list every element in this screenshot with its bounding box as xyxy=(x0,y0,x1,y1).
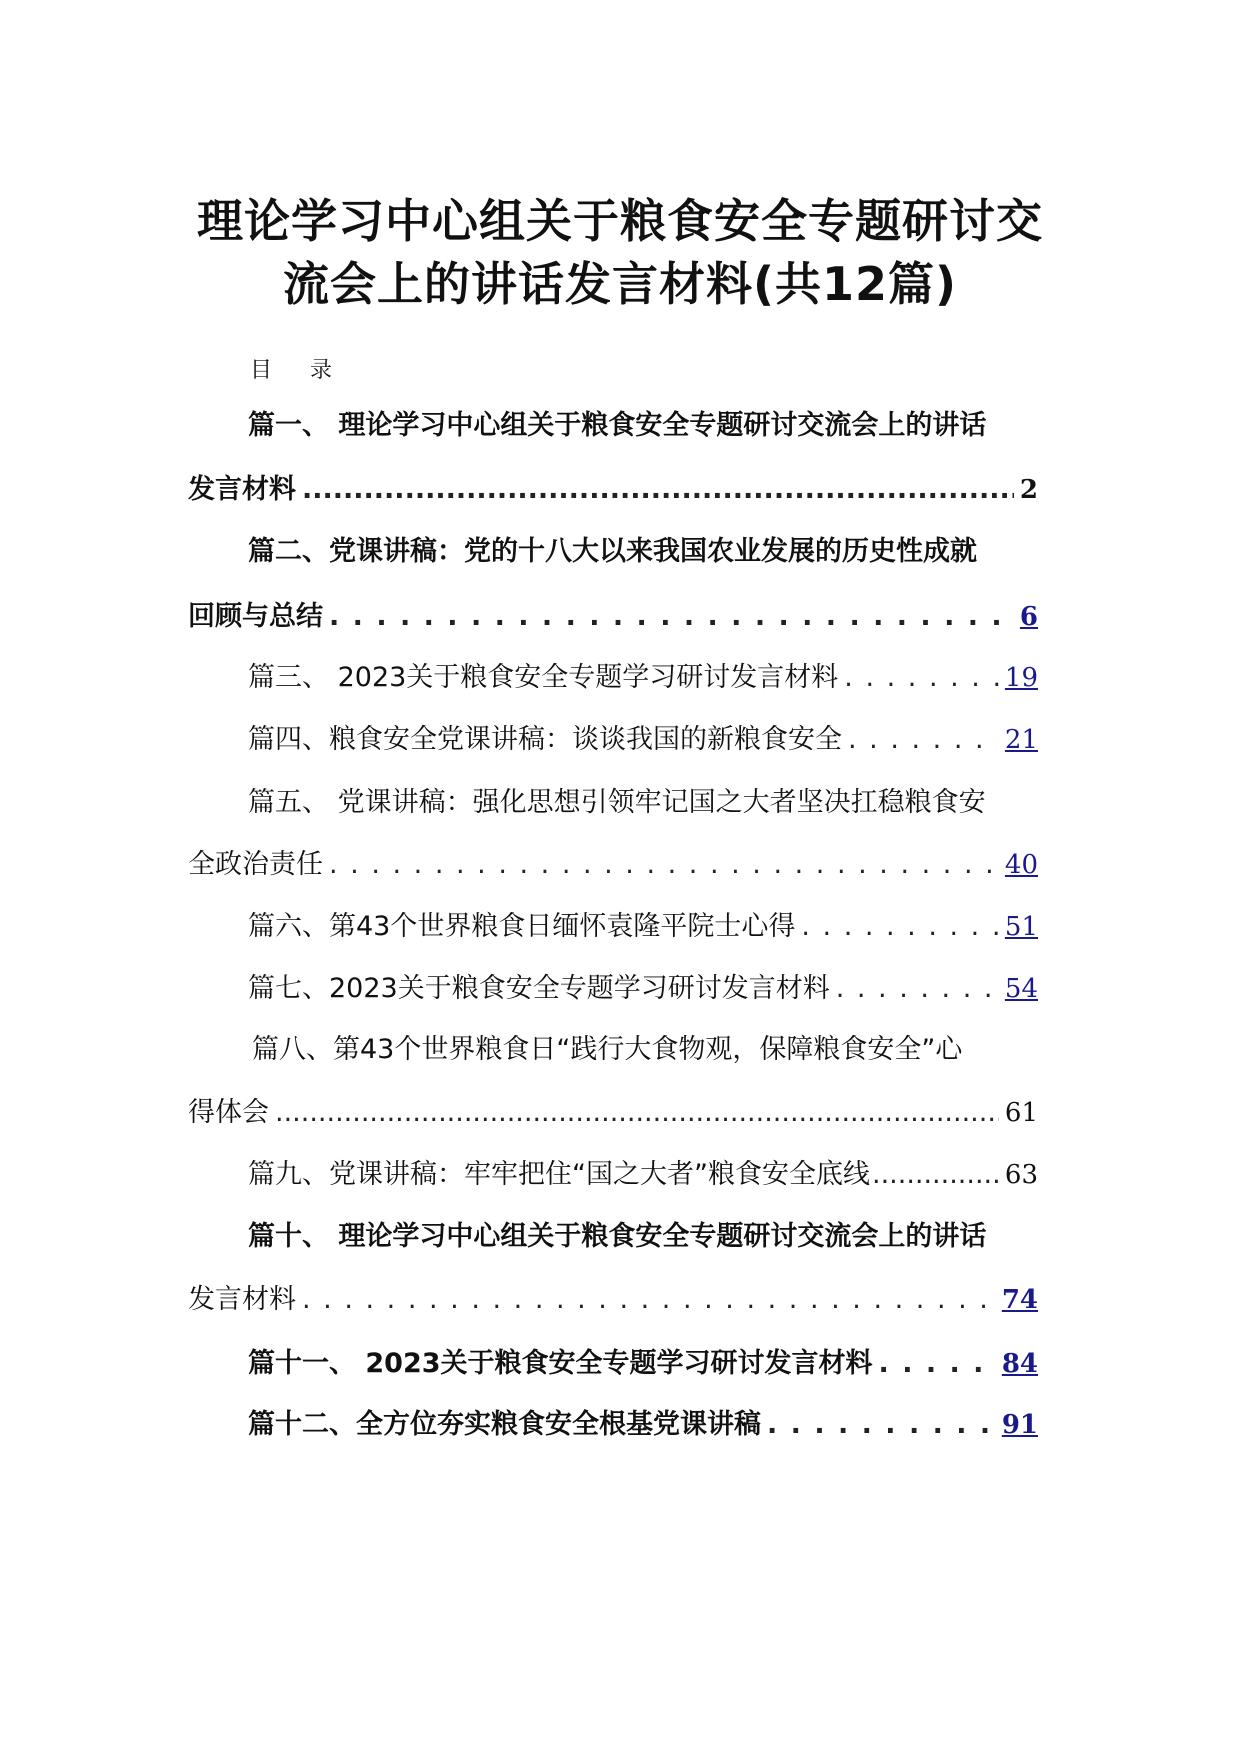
toc-entry-title[interactable]: 篇十一、 2023关于粮食安全专题学习研讨发言材料 xyxy=(248,1348,873,1379)
toc-leader xyxy=(848,720,999,760)
toc-entry-title[interactable]: 篇一、 理论学习中心组关于粮食安全专题研讨交流会上的讲话 xyxy=(248,410,987,441)
toc-leader xyxy=(329,597,1014,637)
toc-entry-title[interactable]: 篇二、党课讲稿：党的十八大以来我国农业发展的历史性成就 xyxy=(248,536,977,567)
toc-entry-title-cont[interactable]: 发言材料 xyxy=(188,474,296,505)
toc-page-link[interactable]: 6 xyxy=(1019,602,1038,632)
toc-leader xyxy=(302,1280,996,1320)
toc-leader xyxy=(844,658,999,698)
toc-page-link[interactable]: 84 xyxy=(1001,1349,1038,1379)
toc-leader xyxy=(767,1405,996,1445)
toc-page-link[interactable]: 21 xyxy=(1004,725,1038,755)
toc-entry-title[interactable]: 篇三、 2023关于粮食安全专题学习研讨发言材料 xyxy=(248,662,839,693)
toc-leader xyxy=(879,1344,996,1384)
toc-page-number[interactable]: 2 xyxy=(1019,475,1038,505)
toc-entry-title[interactable]: 篇四、粮食安全党课讲稿：谈谈我国的新粮食安全 xyxy=(248,724,842,755)
toc-entry-title[interactable]: 篇十、 理论学习中心组关于粮食安全专题研讨交流会上的讲话 xyxy=(248,1221,987,1252)
toc-entry-title[interactable]: 篇六、第43个世界粮食日缅怀袁隆平院士心得 xyxy=(248,911,796,942)
toc-heading-char-2: 录 xyxy=(310,358,333,383)
toc-page-number[interactable]: 61 xyxy=(1004,1098,1038,1128)
toc-leader xyxy=(329,845,999,885)
toc-page-link[interactable]: 91 xyxy=(1001,1410,1038,1440)
toc-leader xyxy=(275,1093,999,1133)
toc-entry-title-cont[interactable]: 回顾与总结 xyxy=(188,601,323,632)
toc-heading xyxy=(250,353,332,384)
toc-entry-title[interactable]: 篇九、党课讲稿：牢牢把住“国之大者”粮食安全底线 xyxy=(248,1159,870,1190)
toc-page-link[interactable]: 40 xyxy=(1004,850,1038,880)
toc-leader xyxy=(801,907,999,947)
toc-entry-title-cont[interactable]: 得体会 xyxy=(188,1097,269,1128)
toc-entry-title[interactable]: 篇八、第43个世界粮食日“践行大食物观，保障粮食安全”心 xyxy=(252,1034,963,1065)
toc-entry-title-cont[interactable]: 全政治责任 xyxy=(188,849,323,880)
toc-leader xyxy=(872,1155,1003,1195)
document-title-line-1: 理论学习中心组关于粮食安全专题研讨交 xyxy=(197,194,1043,248)
toc-page-number[interactable]: 63 xyxy=(1004,1160,1038,1190)
toc-entry-title-cont[interactable]: 发言材料 xyxy=(188,1284,296,1315)
toc-page-link[interactable]: 54 xyxy=(1004,974,1038,1004)
toc-heading-char-1: 目 xyxy=(250,358,273,383)
toc-page-link[interactable]: 51 xyxy=(1004,912,1038,942)
toc-leader xyxy=(302,470,1014,510)
toc-entry-title[interactable]: 篇五、 党课讲稿：强化思想引领牢记国之大者坚决扛稳粮食安 xyxy=(248,787,986,818)
toc-leader xyxy=(836,969,999,1009)
toc-page-link[interactable]: 19 xyxy=(1004,663,1038,693)
document-title-line-2: 流会上的讲话发言材料(共12篇) xyxy=(282,257,958,311)
toc-entry-title[interactable]: 篇七、2023关于粮食安全专题学习研讨发言材料 xyxy=(248,973,830,1004)
toc-page-link[interactable]: 74 xyxy=(1001,1285,1038,1315)
toc-entry-title[interactable]: 篇十二、全方位夯实粮食安全根基党课讲稿 xyxy=(248,1409,761,1440)
